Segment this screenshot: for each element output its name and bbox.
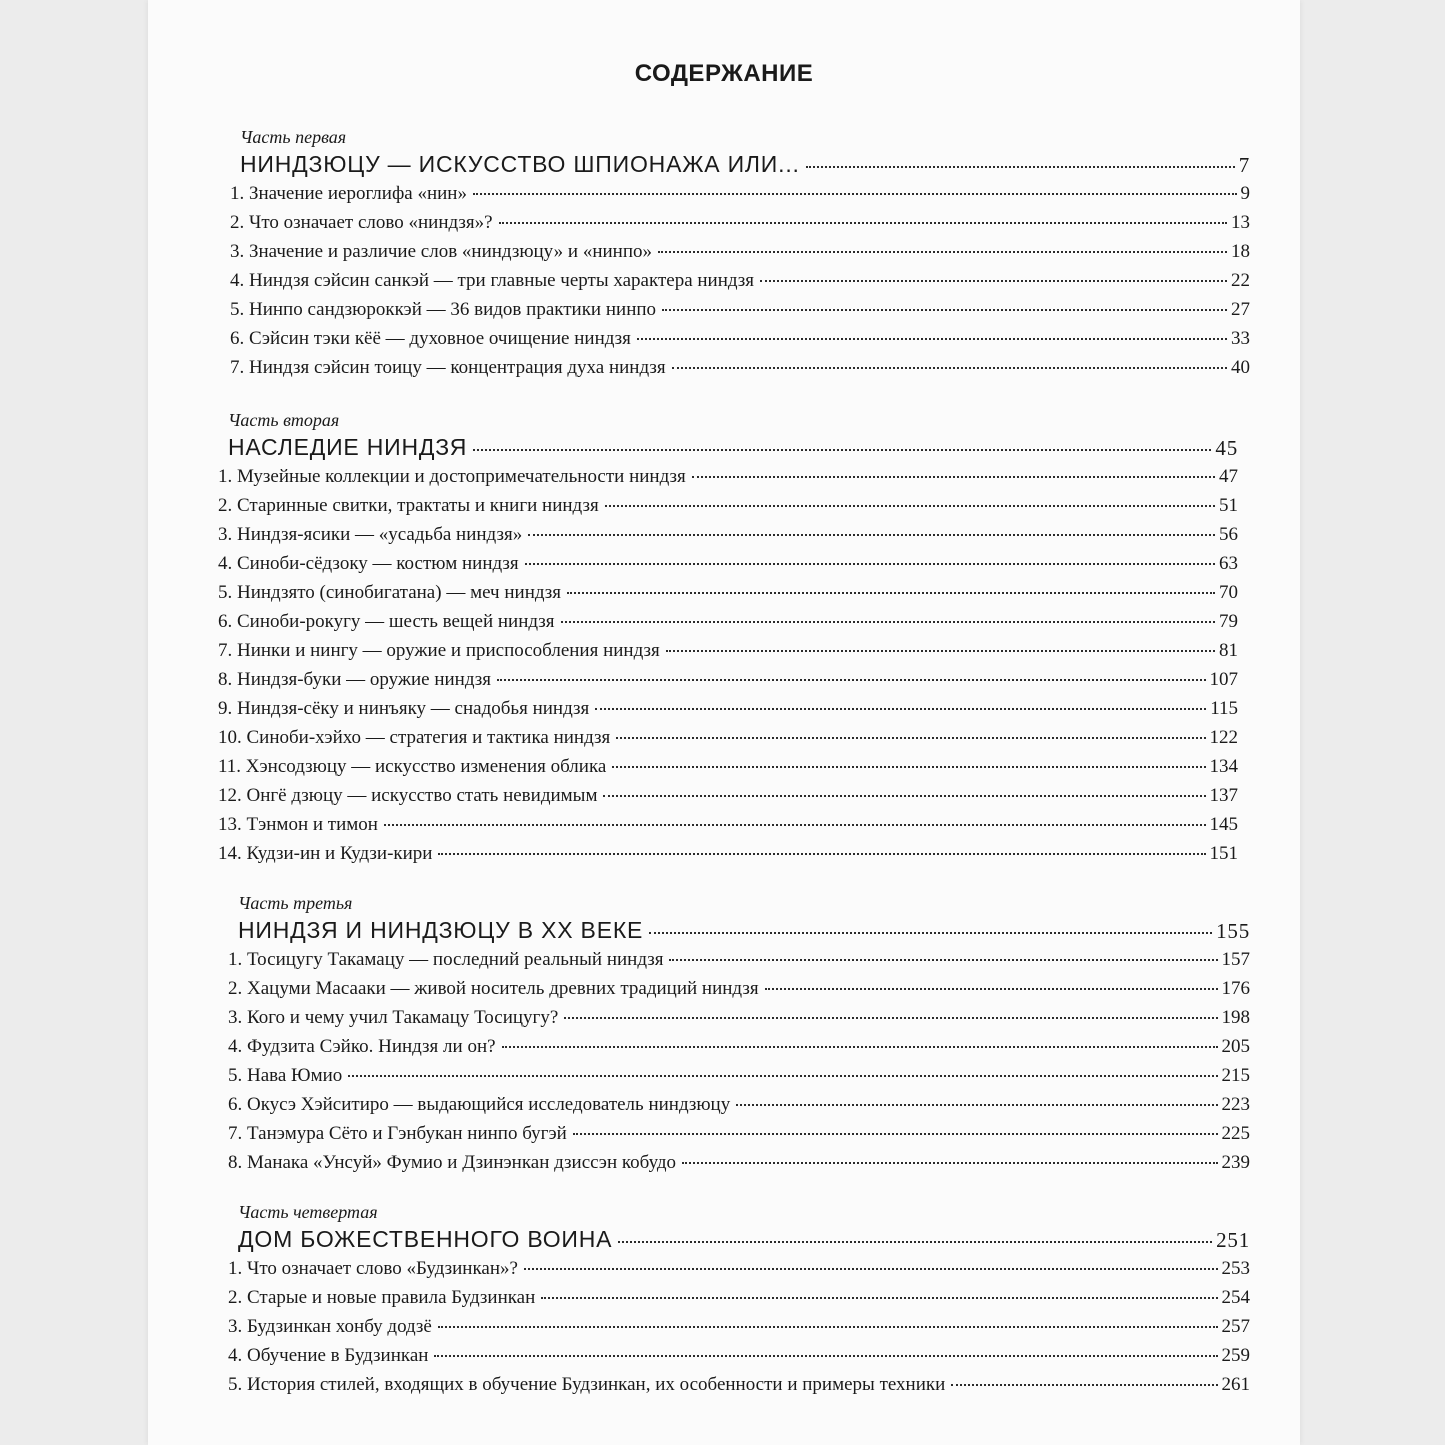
- leader-dots: [473, 193, 1237, 195]
- leader-dots: [637, 338, 1227, 340]
- entry-title: 12. Онгё дзюцу — искусство стать невидимым: [218, 785, 598, 806]
- leader-dots: [573, 1133, 1218, 1135]
- leader-dots: [384, 824, 1206, 826]
- page-number: 107: [1209, 669, 1238, 690]
- leader-dots: [497, 679, 1206, 681]
- toc-entry[interactable]: [228, 1003, 1250, 1032]
- toc-entry[interactable]: [228, 1090, 1250, 1119]
- entry-title: 11. Хэнсодзюцу — искусство изменения облика: [218, 756, 607, 777]
- toc-entry[interactable]: [228, 945, 1250, 974]
- toc-entry[interactable]: [218, 781, 1238, 810]
- toc-entry[interactable]: [228, 1283, 1250, 1312]
- toc-entry[interactable]: [230, 179, 1250, 208]
- part-heading[interactable]: [228, 1224, 1250, 1254]
- page-number: 9: [1240, 183, 1250, 204]
- leader-dots: [541, 1297, 1217, 1299]
- part-heading[interactable]: [228, 915, 1250, 945]
- page-number: 122: [1209, 727, 1238, 748]
- entry-title: 14. Кудзи-ин и Кудзи-кири: [218, 843, 433, 864]
- leader-dots: [951, 1384, 1217, 1386]
- toc-entry[interactable]: [218, 462, 1238, 491]
- leader-dots: [649, 932, 1212, 934]
- toc-entry[interactable]: [230, 266, 1250, 295]
- leader-dots: [612, 766, 1205, 768]
- page-number: 254: [1221, 1287, 1250, 1308]
- leader-dots: [473, 449, 1211, 451]
- entry-title: 6. Окусэ Хэйситиро — выдающийся исследователь ниндзюцу: [228, 1094, 731, 1115]
- page-number: 137: [1209, 785, 1238, 806]
- leader-dots: [502, 1046, 1218, 1048]
- toc-entry[interactable]: [218, 839, 1238, 868]
- toc-entry[interactable]: [218, 578, 1238, 607]
- page-number: 145: [1209, 814, 1238, 835]
- entry-title: 1. Тосицугу Такамацу — последний реальный ниндзя: [228, 949, 664, 970]
- page-number: 151: [1209, 843, 1238, 864]
- leader-dots: [806, 166, 1235, 168]
- leader-dots: [528, 534, 1215, 536]
- entry-title: 3. Будзинкан хонбу додзё: [228, 1316, 432, 1337]
- leader-dots: [618, 1241, 1212, 1243]
- page-number: 205: [1221, 1036, 1250, 1057]
- leader-dots: [561, 621, 1215, 623]
- leader-dots: [564, 1017, 1217, 1019]
- toc-entry[interactable]: [228, 1370, 1250, 1399]
- toc-entry[interactable]: [218, 810, 1238, 839]
- page-number: 259: [1221, 1345, 1250, 1366]
- part-label: Часть четвертая: [238, 1202, 378, 1222]
- toc-entry[interactable]: [218, 723, 1238, 752]
- leader-dots: [438, 1326, 1218, 1328]
- entry-title: 1. Значение иероглифа «нин»: [230, 183, 467, 204]
- leader-dots: [348, 1075, 1217, 1077]
- toc-entry[interactable]: [228, 1032, 1250, 1061]
- leader-dots: [765, 988, 1218, 990]
- page-number: 115: [1210, 698, 1238, 719]
- leader-dots: [525, 563, 1215, 565]
- page-number: 239: [1221, 1152, 1250, 1173]
- entry-title: 4. Фудзита Сэйко. Ниндзя ли он?: [228, 1036, 496, 1057]
- toc-entry[interactable]: [228, 1312, 1250, 1341]
- entry-title: 7. Танэмура Сёто и Гэнбукан нинпо бугэй: [228, 1123, 567, 1144]
- entry-title: 5. Нинпо сандзюроккэй — 36 видов практики нинпо: [230, 299, 657, 320]
- entry-title: 5. История стилей, входящих в обучение Будзинкан, их особенности и примеры техники: [228, 1374, 946, 1395]
- entry-title: 3. Кого и чему учил Такамацу Тосицугу?: [228, 1007, 559, 1028]
- page-number: 198: [1221, 1007, 1250, 1028]
- page-number: 215: [1221, 1065, 1250, 1086]
- entry-title: 2. Хацуми Масааки — живой носитель древних традиций ниндзя: [228, 978, 759, 999]
- page-title: СОДЕРЖАНИЕ: [634, 60, 814, 87]
- page-number: 225: [1221, 1123, 1250, 1144]
- entry-title: 8. Манака «Унсуй» Фумио и Дзинэнкан дзиссэн кобудо: [228, 1152, 677, 1173]
- toc-entry[interactable]: [218, 520, 1238, 549]
- toc-entry[interactable]: [218, 491, 1238, 520]
- page-number: 7: [1238, 153, 1250, 177]
- part-heading-title: НИНДЗЮЦУ — ИСКУССТВО ШПИОНАЖА ИЛИ...: [240, 151, 800, 177]
- page-number: 13: [1231, 212, 1250, 233]
- leader-dots: [682, 1162, 1217, 1164]
- part-heading[interactable]: [230, 149, 1250, 179]
- entry-title: 1. Что означает слово «Будзинкан»?: [228, 1258, 518, 1279]
- entry-title: 7. Нинки и нингу — оружие и приспособления ниндзя: [218, 640, 660, 661]
- page-number: 51: [1219, 495, 1238, 516]
- entry-title: 7. Ниндзя сэйсин тоицу — концентрация духа ниндзя: [230, 357, 666, 378]
- toc-entry[interactable]: [230, 237, 1250, 266]
- toc-entry[interactable]: [218, 665, 1238, 694]
- entry-title: 6. Синоби-рокугу — шесть вещей ниндзя: [218, 611, 555, 632]
- page-number: 79: [1219, 611, 1238, 632]
- entry-title: 4. Ниндзя сэйсин санкэй — три главные черты характера ниндзя: [230, 270, 755, 291]
- part-label: Часть первая: [240, 127, 347, 147]
- page-number: 56: [1219, 524, 1238, 545]
- leader-dots: [595, 708, 1206, 710]
- entry-title: 2. Старые и новые правила Будзинкан: [228, 1287, 536, 1308]
- part-heading[interactable]: [218, 432, 1238, 462]
- toc-entry[interactable]: [230, 353, 1250, 382]
- leader-dots: [605, 505, 1215, 507]
- page-number: 155: [1216, 919, 1250, 943]
- toc-entry[interactable]: [228, 1061, 1250, 1090]
- page-number: 45: [1215, 436, 1238, 460]
- toc-entry[interactable]: [230, 295, 1250, 324]
- page-number: 157: [1221, 949, 1250, 970]
- leader-dots: [616, 737, 1205, 739]
- toc-part-4: [228, 1202, 1250, 1399]
- page-number: 257: [1221, 1316, 1250, 1337]
- entry-title: 2. Старинные свитки, трактаты и книги ниндзя: [218, 495, 599, 516]
- page-number: 47: [1219, 466, 1238, 487]
- leader-dots: [524, 1268, 1218, 1270]
- toc-entry[interactable]: [218, 607, 1238, 636]
- leader-dots: [669, 959, 1217, 961]
- page-number: 63: [1219, 553, 1238, 574]
- leader-dots: [736, 1104, 1217, 1106]
- leader-dots: [438, 853, 1205, 855]
- leader-dots: [666, 650, 1215, 652]
- entry-title: 8. Ниндзя-буки — оружие ниндзя: [218, 669, 491, 690]
- page-number: 70: [1219, 582, 1238, 603]
- entry-title: 3. Ниндзя-ясики — «усадьба ниндзя»: [218, 524, 523, 545]
- toc-entry[interactable]: [218, 549, 1238, 578]
- toc-part-1: [230, 127, 1250, 382]
- part-heading-title: НИНДЗЯ И НИНДЗЮЦУ В XX ВЕКЕ: [238, 917, 644, 943]
- leader-dots: [567, 592, 1215, 594]
- page-number: 176: [1221, 978, 1250, 999]
- part-heading-title: ДОМ БОЖЕСТВЕННОГО ВОИНА: [238, 1226, 613, 1252]
- entry-title: 5. Ниндзято (синобигатана) — меч ниндзя: [218, 582, 562, 603]
- page-number: 40: [1231, 357, 1250, 378]
- entry-title: 13. Тэнмон и тимон: [218, 814, 378, 835]
- toc-entry[interactable]: [218, 752, 1238, 781]
- entry-title: 5. Нава Юмио: [228, 1065, 343, 1086]
- entry-title: 4. Синоби-сёдзоку — костюм ниндзя: [218, 553, 519, 574]
- toc-entry[interactable]: [228, 1119, 1250, 1148]
- toc-entry[interactable]: [228, 974, 1250, 1003]
- entry-title: 3. Значение и различие слов «ниндзюцу» и «нинпо»: [230, 241, 652, 262]
- leader-dots: [603, 795, 1205, 797]
- entry-title: 6. Сэйсин тэки кёё — духовное очищение ниндзя: [230, 328, 631, 349]
- page-number: 134: [1209, 756, 1238, 777]
- toc-entry[interactable]: [230, 324, 1250, 353]
- toc-entry[interactable]: [230, 208, 1250, 237]
- entry-title: 9. Ниндзя-сёку и нинъяку — снадобья ниндзя: [218, 698, 590, 719]
- page-number: 223: [1221, 1094, 1250, 1115]
- leader-dots: [692, 476, 1215, 478]
- toc-part-2: [218, 410, 1238, 868]
- toc-entry[interactable]: [218, 694, 1238, 723]
- toc-entry[interactable]: [218, 636, 1238, 665]
- part-label: Часть третья: [238, 893, 353, 913]
- page-number: 251: [1216, 1228, 1250, 1252]
- entry-title: 10. Синоби-хэйхо — стратегия и тактика ниндзя: [218, 727, 611, 748]
- book-page: [148, 0, 1300, 1445]
- toc-entry[interactable]: [228, 1254, 1250, 1283]
- part-label: Часть вторая: [228, 410, 340, 430]
- page-number: 27: [1231, 299, 1250, 320]
- leader-dots: [499, 222, 1227, 224]
- page-number: 33: [1231, 328, 1250, 349]
- toc-part-3: [228, 893, 1250, 1177]
- entry-title: 1. Музейные коллекции и достопримечательности ниндзя: [218, 466, 686, 487]
- part-heading-title: НАСЛЕДИЕ НИНДЗЯ: [228, 434, 468, 460]
- page-number: 261: [1221, 1374, 1250, 1395]
- leader-dots: [434, 1355, 1217, 1357]
- page-number: 253: [1221, 1258, 1250, 1279]
- toc-entry[interactable]: [228, 1148, 1250, 1177]
- page-number: 81: [1219, 640, 1238, 661]
- leader-dots: [662, 309, 1227, 311]
- page-number: 18: [1231, 241, 1250, 262]
- toc-entry[interactable]: [228, 1341, 1250, 1370]
- leader-dots: [672, 367, 1227, 369]
- leader-dots: [760, 280, 1227, 282]
- entry-title: 2. Что означает слово «ниндзя»?: [230, 212, 493, 233]
- entry-title: 4. Обучение в Будзинкан: [228, 1345, 429, 1366]
- leader-dots: [658, 251, 1227, 253]
- page-number: 22: [1231, 270, 1250, 291]
